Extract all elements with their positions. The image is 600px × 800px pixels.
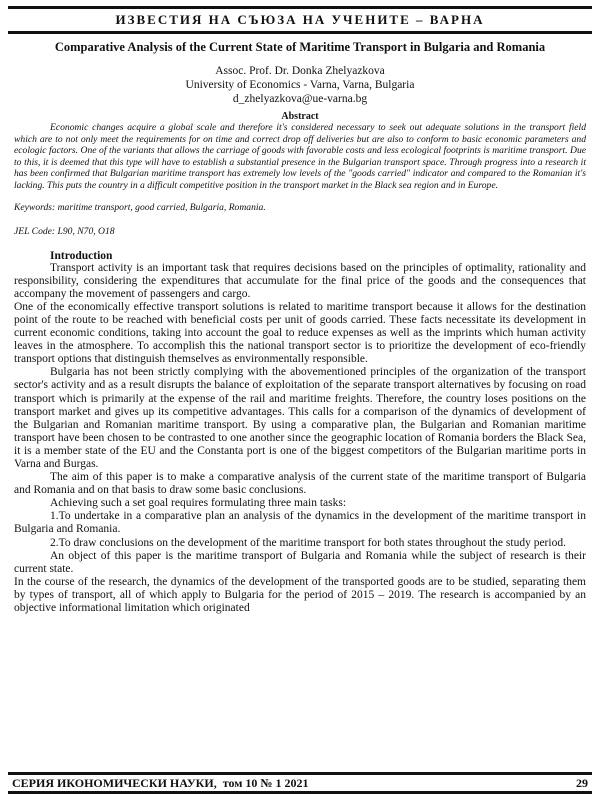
jel-code: JEL Code: L90, N70, O18 xyxy=(14,225,115,237)
paragraph: The aim of this paper is to make a comparative analysis of the current state of the maritime transport of Bulgaria and Romania and on that basis to draw some basic conclusions. xyxy=(14,471,586,497)
footer-series xyxy=(12,776,308,791)
journal-header xyxy=(8,6,592,34)
author-name: Assoc. Prof. Dr. Donka Zhelyazkova xyxy=(215,65,385,77)
journal-title: ИЗВЕСТИЯ НА СЪЮЗА НА УЧЕНИТЕ – ВАРНА xyxy=(115,12,485,27)
paragraph: Achieving such a set goal requires formulating three main tasks: xyxy=(50,497,347,510)
body-text xyxy=(14,262,586,616)
task-item xyxy=(14,510,586,536)
task-item xyxy=(14,537,586,550)
page-number: 29 xyxy=(576,775,588,790)
paragraph: An object of this paper is the maritime transport of Bulgaria and Romania while the subject of research is their current state. xyxy=(14,549,586,575)
paragraph: Bulgaria has not been strictly complying with the abovementioned principles of the organization of the transport sector's activity and as a result disrupts the balance of exploitation of the separate transport alternatives by focusing on road transport which is primarily at the expense of the rail and maritime freights. Therefore, the country loses positions on the transport market and gives up its competitive advantages. This calls for a comparison of the dynamics of development of the Bulgarian and Romanian maritime transport. By using a comparative plan, the Bulgarian and Romanian maritime transport have been chosen to be contrasted to one another since the geographic location of Romania borders the Black Sea, it is a member state of the EU and the Constanta port is one of the biggest competitors of the Bulgarian maritime ports in Varna and Burgas. xyxy=(14,366,586,470)
author-block xyxy=(14,64,586,106)
task-number: 2. xyxy=(50,536,59,549)
article-content xyxy=(14,40,586,615)
author-email: d_zhelyazkova@ue-varna.bg xyxy=(232,93,368,105)
author-affiliation: University of Economics - Varna, Varna, Bulgaria xyxy=(185,79,415,91)
paragraph: One of the economically effective transport solutions is related to maritime transport because it allows for the destination point of the route to be reached with beneficial costs per unit of goods carried. These facts necessitate its development in current economic conditions, taking into account the goal to reduce expenses as well as the imprints which human activity leaves in the atmosphere. To accomplish this the national transport sector is to prioritize the development of eco-friendly transport options that distinguish themselves as environmentally responsible. xyxy=(14,300,586,366)
abstract-heading: Abstract xyxy=(281,111,319,122)
task-number: 1. xyxy=(50,510,59,523)
task-text: To undertake in a comparative plan an analysis of the dynamics in the development of the maritime transport in Bulgaria and Romania. xyxy=(14,510,586,536)
paper-title: Comparative Analysis of the Current State of Maritime Transport in Bulgaria and Romania xyxy=(54,40,546,54)
volume-issue: том 10 № 1 2021 xyxy=(222,775,309,790)
series-name: СЕРИЯ ИКОНОМИЧЕСКИ НАУКИ, xyxy=(12,775,217,790)
paragraph: In the course of the research, the dynamics of the development of the transported goods are to be studied, separating them by types of transport, all of which apply to Bulgaria for the period of 2015 – 2019. The research is accompanied by an objective informational limitation which originated xyxy=(14,575,586,614)
introduction-heading: Introduction xyxy=(50,249,113,262)
journal-footer xyxy=(8,772,592,794)
paragraph: Transport activity is an important task that requires decisions based on the principles of optimality, rationality and responsibility, considering the expenditures that accumulate for the final price of the goods and the consequences that accompany the movement of passengers and cargo. xyxy=(14,261,586,300)
keywords: Keywords: maritime transport, good carried, Bulgaria, Romania. xyxy=(14,201,266,213)
task-text: To draw conclusions on the development of the maritime transport for both states throughout the study period. xyxy=(58,536,566,549)
abstract-text: Economic changes acquire a global scale and therefore it's considered necessary to seek out adequate solutions in the transport field which are to not only meet the requirements for on time and correct drop off deliveries but are also to conform to basic economic parameters and ecologic factors. One of the variants that allows the carriage of goods with favorable costs and less ecological footprints is maritime transport. Due to this, it is deemed that this type will have to establish a substantial presence in the Bulgarian transport space. Through progress into a research it has been confirmed that Bulgarian maritime transport has extremely low levels of the "goods carried" indicator and compared to the Romanian it's lacking. This puts the country in a difficult competitive position in the transport market in the Black sea region and in Europe. xyxy=(14,122,586,191)
